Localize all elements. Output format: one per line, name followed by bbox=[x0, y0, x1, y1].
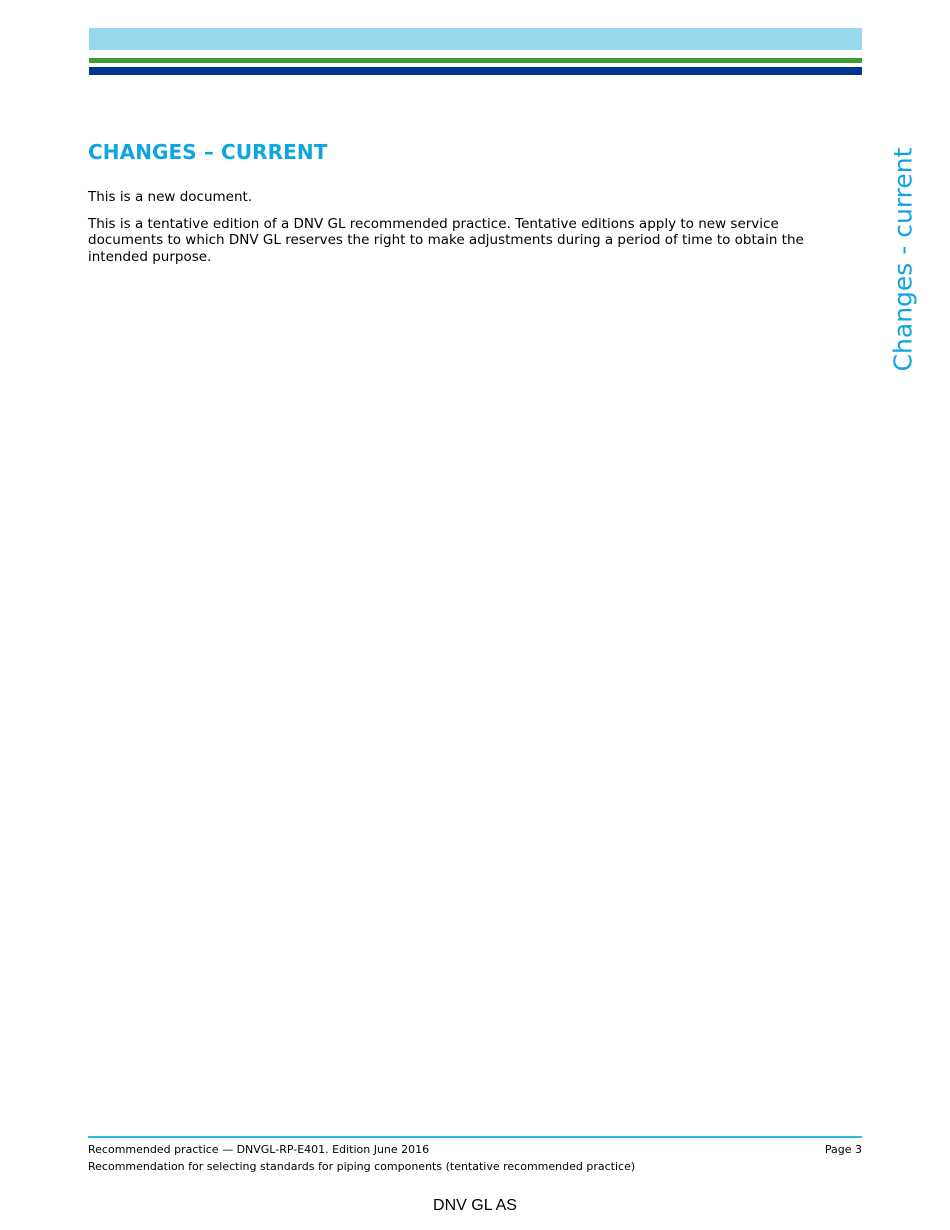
body-text bbox=[88, 189, 848, 275]
paragraph-new-document: This is a new document. bbox=[88, 189, 253, 205]
footer-subtitle-line: Recommendation for selecting standards for piping components (tentative recommended practice) bbox=[88, 1160, 636, 1173]
side-tab-label: Changes - current bbox=[888, 147, 918, 371]
header-green-bar bbox=[89, 58, 862, 63]
header-color-bars bbox=[89, 28, 862, 75]
header-dark-blue-bar bbox=[89, 67, 862, 75]
side-tab bbox=[885, 144, 921, 374]
company-name: DNV GL AS bbox=[433, 1197, 517, 1214]
footer-divider bbox=[88, 1136, 862, 1138]
paragraph-tentative-edition: This is a tentative edition of a DNV GL recommended practice. Tentative editions apply to new service documents to which DNV GL reserves the right to make adjustments during a period of time to obtain the intended purpose. bbox=[88, 215, 804, 265]
footer-document-line: Recommended practice — DNVGL-RP-E401. Edition June 2016 bbox=[88, 1143, 430, 1156]
page-title: CHANGES – CURRENT bbox=[88, 140, 328, 164]
footer-page-number: Page 3 bbox=[824, 1143, 862, 1156]
header-light-blue-bar bbox=[89, 28, 862, 50]
